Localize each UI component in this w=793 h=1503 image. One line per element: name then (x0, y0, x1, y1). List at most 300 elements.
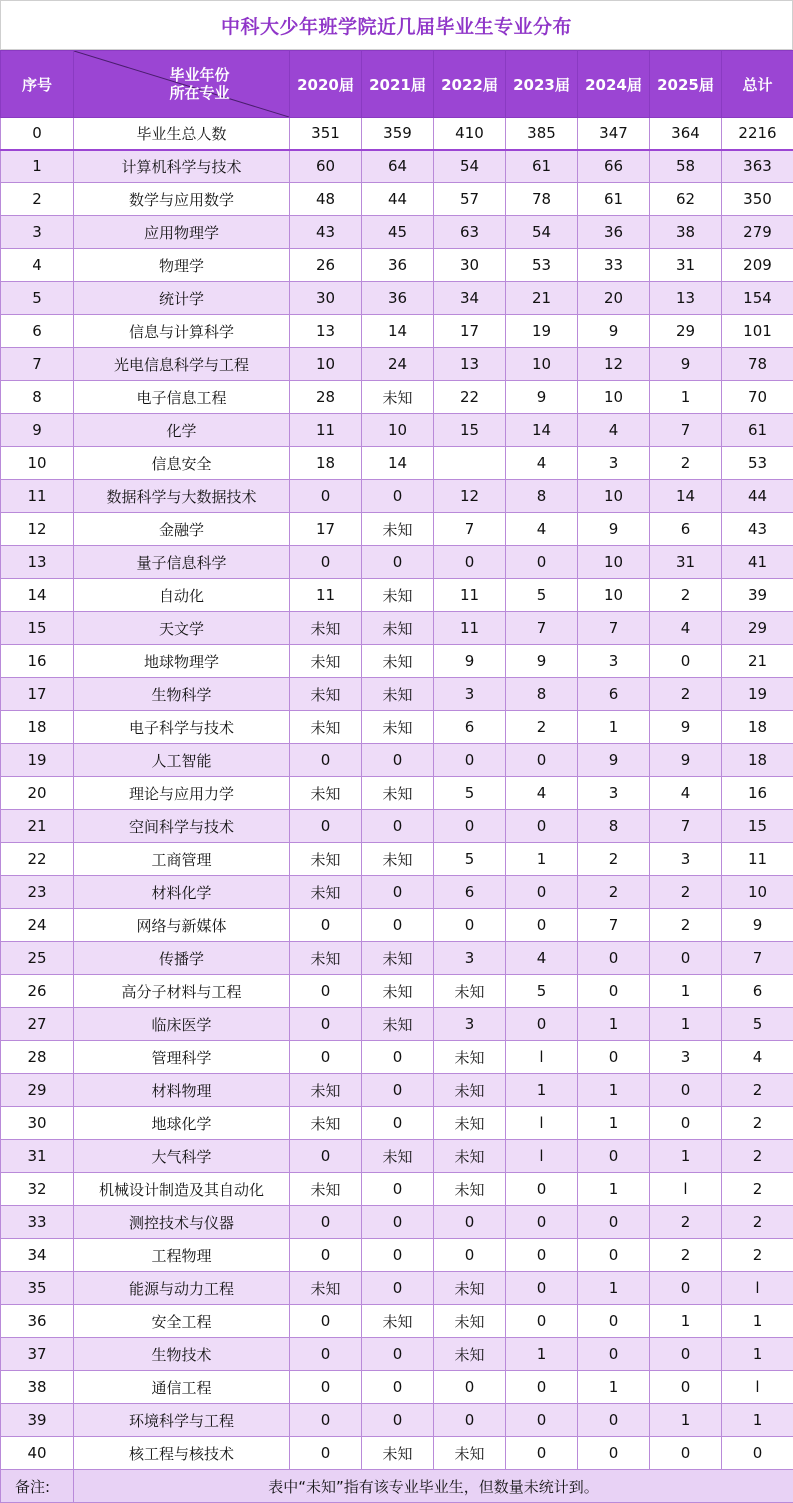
row-value: 11 (290, 579, 362, 612)
table-row (1, 447, 793, 480)
note-text: 表中“未知”指有该专业毕业生，但数量未统计到。 (74, 1470, 793, 1503)
row-total: 209 (722, 249, 793, 282)
row-total: 9 (722, 909, 793, 942)
row-value (434, 447, 506, 480)
row-index: 35 (1, 1272, 74, 1305)
row-value: 0 (578, 1404, 650, 1437)
row-value: 1 (578, 1371, 650, 1404)
table-row (1, 810, 793, 843)
row-value: 61 (578, 183, 650, 216)
row-total: l (722, 1272, 793, 1305)
header-year: 2023届 (506, 51, 578, 118)
row-value: 0 (290, 1371, 362, 1404)
row-value: 7 (578, 612, 650, 645)
row-total: 39 (722, 579, 793, 612)
row-value: 0 (506, 909, 578, 942)
row-index: 23 (1, 876, 74, 909)
row-value: 9 (650, 744, 722, 777)
row-major: 化学 (74, 414, 290, 447)
row-value: 7 (650, 414, 722, 447)
table-row (1, 1338, 793, 1371)
row-value: 0 (362, 1206, 434, 1239)
row-value: 0 (362, 1404, 434, 1437)
row-total: 18 (722, 711, 793, 744)
row-major: 量子信息科学 (74, 546, 290, 579)
row-value: 10 (578, 480, 650, 513)
row-value: 1 (650, 1140, 722, 1173)
table-row (1, 216, 793, 249)
row-index: 37 (1, 1338, 74, 1371)
row-index: 21 (1, 810, 74, 843)
row-value: 57 (434, 183, 506, 216)
row-total: 6 (722, 975, 793, 1008)
row-value: 未知 (362, 381, 434, 414)
table-row (1, 183, 793, 216)
row-total: 18 (722, 744, 793, 777)
row-value: 0 (650, 1107, 722, 1140)
row-major: 安全工程 (74, 1305, 290, 1338)
row-major: 测控技术与仪器 (74, 1206, 290, 1239)
row-value: 0 (650, 942, 722, 975)
row-index: 17 (1, 678, 74, 711)
row-value: 1 (506, 843, 578, 876)
row-total: 2 (722, 1239, 793, 1272)
row-value: 2 (650, 909, 722, 942)
row-value: 410 (434, 118, 506, 150)
row-value: 未知 (362, 612, 434, 645)
table-row (1, 348, 793, 381)
header-year: 2020届 (290, 51, 362, 118)
row-value: 66 (578, 150, 650, 183)
row-total: 363 (722, 150, 793, 183)
row-total: 2 (722, 1107, 793, 1140)
row-value: 8 (506, 678, 578, 711)
row-total: 7 (722, 942, 793, 975)
table-row (1, 843, 793, 876)
row-value: 21 (506, 282, 578, 315)
row-value: 未知 (290, 645, 362, 678)
row-total: 1 (722, 1404, 793, 1437)
table-row (1, 1140, 793, 1173)
row-value: 未知 (434, 1305, 506, 1338)
row-value: 0 (362, 1371, 434, 1404)
row-value: 0 (290, 810, 362, 843)
row-value: 未知 (362, 711, 434, 744)
row-value: 0 (434, 909, 506, 942)
row-value: 未知 (362, 579, 434, 612)
row-index: 16 (1, 645, 74, 678)
row-index: 5 (1, 282, 74, 315)
row-total: 0 (722, 1437, 793, 1470)
note-label: 备注: (1, 1470, 74, 1503)
table-row (1, 975, 793, 1008)
row-value: 1 (506, 1338, 578, 1371)
row-total: 29 (722, 612, 793, 645)
total-graduates-row (1, 118, 793, 150)
row-value: 未知 (290, 843, 362, 876)
row-index: 39 (1, 1404, 74, 1437)
row-value: 43 (290, 216, 362, 249)
row-value: 385 (506, 118, 578, 150)
row-value: 3 (434, 942, 506, 975)
row-value: 未知 (362, 678, 434, 711)
row-index: 18 (1, 711, 74, 744)
row-major: 人工智能 (74, 744, 290, 777)
header-year: 2024届 (578, 51, 650, 118)
table-row (1, 942, 793, 975)
row-value: 0 (362, 744, 434, 777)
row-major: 能源与动力工程 (74, 1272, 290, 1305)
row-value: 10 (290, 348, 362, 381)
row-value: 60 (290, 150, 362, 183)
row-total: 44 (722, 480, 793, 513)
row-major: 应用物理学 (74, 216, 290, 249)
row-value: 未知 (290, 1173, 362, 1206)
row-value: 36 (362, 249, 434, 282)
row-value: 0 (290, 909, 362, 942)
row-value: 7 (434, 513, 506, 546)
row-value: 0 (290, 1305, 362, 1338)
row-value: 未知 (362, 1305, 434, 1338)
row-value: 未知 (290, 1107, 362, 1140)
table-row (1, 414, 793, 447)
row-value: 0 (578, 1305, 650, 1338)
row-major: 材料化学 (74, 876, 290, 909)
row-index: 8 (1, 381, 74, 414)
row-value: 11 (434, 612, 506, 645)
row-value: 34 (434, 282, 506, 315)
row-value: 1 (650, 1008, 722, 1041)
row-value: 1 (506, 1074, 578, 1107)
row-value: 1 (578, 1173, 650, 1206)
table-row (1, 315, 793, 348)
row-value: 0 (362, 1338, 434, 1371)
row-major: 天文学 (74, 612, 290, 645)
row-major: 工商管理 (74, 843, 290, 876)
row-value: 0 (578, 1206, 650, 1239)
row-value: 2 (650, 1239, 722, 1272)
row-value: 0 (506, 1239, 578, 1272)
header-total: 总计 (722, 51, 793, 118)
row-major: 工程物理 (74, 1239, 290, 1272)
table-row (1, 1173, 793, 1206)
row-value: 0 (506, 744, 578, 777)
row-value: 2 (506, 711, 578, 744)
row-value: 7 (506, 612, 578, 645)
row-value: 54 (506, 216, 578, 249)
row-index: 15 (1, 612, 74, 645)
row-value: 3 (650, 1041, 722, 1074)
row-index: 1 (1, 150, 74, 183)
row-value: 20 (578, 282, 650, 315)
row-index: 22 (1, 843, 74, 876)
row-value: 1 (578, 711, 650, 744)
row-value: 0 (434, 1404, 506, 1437)
row-value: 0 (578, 1239, 650, 1272)
row-value: 未知 (362, 513, 434, 546)
row-major: 数学与应用数学 (74, 183, 290, 216)
row-value: l (506, 1140, 578, 1173)
row-value: l (506, 1041, 578, 1074)
table-row (1, 777, 793, 810)
row-value: 6 (434, 711, 506, 744)
row-value: 未知 (290, 876, 362, 909)
row-major: 毕业生总人数 (74, 118, 290, 150)
row-value: 10 (578, 381, 650, 414)
table-row (1, 546, 793, 579)
row-major: 网络与新媒体 (74, 909, 290, 942)
row-value: 8 (506, 480, 578, 513)
row-value: 0 (290, 480, 362, 513)
table-row (1, 1437, 793, 1470)
row-value: 3 (578, 447, 650, 480)
row-index: 6 (1, 315, 74, 348)
row-value: 36 (362, 282, 434, 315)
row-value: 10 (578, 546, 650, 579)
row-value: 13 (290, 315, 362, 348)
row-total: 154 (722, 282, 793, 315)
row-index: 9 (1, 414, 74, 447)
table-row (1, 1041, 793, 1074)
row-total: 5 (722, 1008, 793, 1041)
row-value: 9 (506, 645, 578, 678)
table-row (1, 480, 793, 513)
row-value: 1 (650, 1305, 722, 1338)
row-value: 9 (578, 315, 650, 348)
row-major: 生物科学 (74, 678, 290, 711)
row-major: 理论与应用力学 (74, 777, 290, 810)
row-value: 未知 (362, 975, 434, 1008)
row-value: 78 (506, 183, 578, 216)
row-index: 32 (1, 1173, 74, 1206)
row-value: 3 (650, 843, 722, 876)
row-major: 管理科学 (74, 1041, 290, 1074)
row-value: 12 (434, 480, 506, 513)
row-value: 未知 (290, 1272, 362, 1305)
row-total: 1 (722, 1305, 793, 1338)
row-major: 物理学 (74, 249, 290, 282)
row-total: 1 (722, 1338, 793, 1371)
row-value: 0 (290, 546, 362, 579)
table-row (1, 513, 793, 546)
row-value: 未知 (362, 942, 434, 975)
row-value: 0 (434, 744, 506, 777)
row-value: 29 (650, 315, 722, 348)
row-value: 9 (506, 381, 578, 414)
row-major: 地球化学 (74, 1107, 290, 1140)
row-major: 电子信息工程 (74, 381, 290, 414)
row-value: 1 (650, 1404, 722, 1437)
row-value: 36 (578, 216, 650, 249)
row-value: 54 (434, 150, 506, 183)
row-value: 5 (506, 579, 578, 612)
table-row (1, 381, 793, 414)
row-total: 2 (722, 1140, 793, 1173)
row-value: 0 (362, 1239, 434, 1272)
header-year-label: 毕业年份 (169, 66, 230, 84)
row-value: 未知 (434, 1107, 506, 1140)
row-value: 9 (650, 711, 722, 744)
row-major: 自动化 (74, 579, 290, 612)
row-value: l (506, 1107, 578, 1140)
row-index: 4 (1, 249, 74, 282)
row-value: 0 (434, 1206, 506, 1239)
row-value: 0 (290, 1140, 362, 1173)
row-total: 78 (722, 348, 793, 381)
row-value: 0 (434, 546, 506, 579)
row-value: 未知 (362, 777, 434, 810)
row-value: 4 (506, 447, 578, 480)
row-value: 15 (434, 414, 506, 447)
row-total: l (722, 1371, 793, 1404)
row-value: 未知 (362, 645, 434, 678)
row-index: 24 (1, 909, 74, 942)
row-value: 61 (506, 150, 578, 183)
row-value: 2 (578, 843, 650, 876)
table-row (1, 1206, 793, 1239)
row-value: 58 (650, 150, 722, 183)
row-value: 0 (506, 1008, 578, 1041)
row-value: 5 (506, 975, 578, 1008)
row-value: 0 (290, 1437, 362, 1470)
row-value: 0 (650, 1074, 722, 1107)
row-total: 350 (722, 183, 793, 216)
row-value: 1 (650, 381, 722, 414)
row-value: 3 (578, 777, 650, 810)
row-major: 材料物理 (74, 1074, 290, 1107)
row-value: 0 (290, 1008, 362, 1041)
row-value: 2 (578, 876, 650, 909)
row-value: 4 (650, 777, 722, 810)
row-value: 12 (578, 348, 650, 381)
row-value: 62 (650, 183, 722, 216)
row-index: 31 (1, 1140, 74, 1173)
row-value: 1 (578, 1008, 650, 1041)
row-value: 359 (362, 118, 434, 150)
row-major: 空间科学与技术 (74, 810, 290, 843)
row-value: 4 (650, 612, 722, 645)
row-value: 0 (650, 1338, 722, 1371)
row-value: 0 (290, 1041, 362, 1074)
row-value: 0 (434, 1239, 506, 1272)
row-value: 未知 (362, 843, 434, 876)
row-index: 7 (1, 348, 74, 381)
row-total: 10 (722, 876, 793, 909)
row-value: 0 (506, 810, 578, 843)
row-value: 0 (506, 876, 578, 909)
row-major: 计算机科学与技术 (74, 150, 290, 183)
row-value: 48 (290, 183, 362, 216)
row-index: 10 (1, 447, 74, 480)
row-major: 统计学 (74, 282, 290, 315)
row-value: 18 (290, 447, 362, 480)
row-value: 0 (506, 1173, 578, 1206)
row-value: 1 (578, 1272, 650, 1305)
row-value: 0 (506, 1272, 578, 1305)
row-value: 0 (578, 1338, 650, 1371)
row-index: 38 (1, 1371, 74, 1404)
row-total: 61 (722, 414, 793, 447)
row-total: 16 (722, 777, 793, 810)
row-value: 未知 (362, 1140, 434, 1173)
row-index: 33 (1, 1206, 74, 1239)
row-index: 20 (1, 777, 74, 810)
table-row (1, 744, 793, 777)
row-value: 3 (578, 645, 650, 678)
row-total: 2 (722, 1074, 793, 1107)
row-value: 未知 (434, 1140, 506, 1173)
row-value: 0 (290, 1338, 362, 1371)
row-value: 0 (650, 1371, 722, 1404)
row-value: 22 (434, 381, 506, 414)
row-value: 0 (578, 1140, 650, 1173)
major-distribution-table (0, 50, 793, 1503)
header-year: 2021届 (362, 51, 434, 118)
row-index: 28 (1, 1041, 74, 1074)
row-value: 未知 (290, 1074, 362, 1107)
row-value: 14 (506, 414, 578, 447)
row-index: 3 (1, 216, 74, 249)
row-value: 6 (434, 876, 506, 909)
row-index: 40 (1, 1437, 74, 1470)
row-value: 1 (578, 1074, 650, 1107)
row-value: 未知 (290, 711, 362, 744)
row-major: 通信工程 (74, 1371, 290, 1404)
row-index: 11 (1, 480, 74, 513)
row-value: 未知 (434, 975, 506, 1008)
row-major: 核工程与核技术 (74, 1437, 290, 1470)
table-row (1, 645, 793, 678)
row-value: 45 (362, 216, 434, 249)
table-row (1, 1305, 793, 1338)
row-value: 未知 (290, 777, 362, 810)
row-value: 未知 (434, 1437, 506, 1470)
table-row (1, 1239, 793, 1272)
row-value: 2 (650, 579, 722, 612)
row-value: 44 (362, 183, 434, 216)
table-row (1, 678, 793, 711)
row-major: 数据科学与大数据技术 (74, 480, 290, 513)
row-major: 信息安全 (74, 447, 290, 480)
header-year: 2025届 (650, 51, 722, 118)
header-diagonal-cell (74, 51, 290, 118)
row-value: 未知 (434, 1272, 506, 1305)
row-index: 27 (1, 1008, 74, 1041)
row-total: 21 (722, 645, 793, 678)
row-value: 19 (506, 315, 578, 348)
row-value: 64 (362, 150, 434, 183)
row-value: 未知 (290, 942, 362, 975)
row-index: 2 (1, 183, 74, 216)
row-value: l (650, 1173, 722, 1206)
row-major: 金融学 (74, 513, 290, 546)
row-index: 12 (1, 513, 74, 546)
row-value: 0 (362, 546, 434, 579)
header-major-label: 所在专业 (169, 84, 230, 102)
row-value: 13 (434, 348, 506, 381)
row-value: 0 (650, 1437, 722, 1470)
row-value: 14 (362, 447, 434, 480)
header-year: 2022届 (434, 51, 506, 118)
row-total: 53 (722, 447, 793, 480)
row-value: 0 (506, 1371, 578, 1404)
row-value: 9 (578, 513, 650, 546)
row-value: 9 (434, 645, 506, 678)
row-value: 30 (434, 249, 506, 282)
row-value: 1 (578, 1107, 650, 1140)
row-total: 279 (722, 216, 793, 249)
table-row (1, 1404, 793, 1437)
